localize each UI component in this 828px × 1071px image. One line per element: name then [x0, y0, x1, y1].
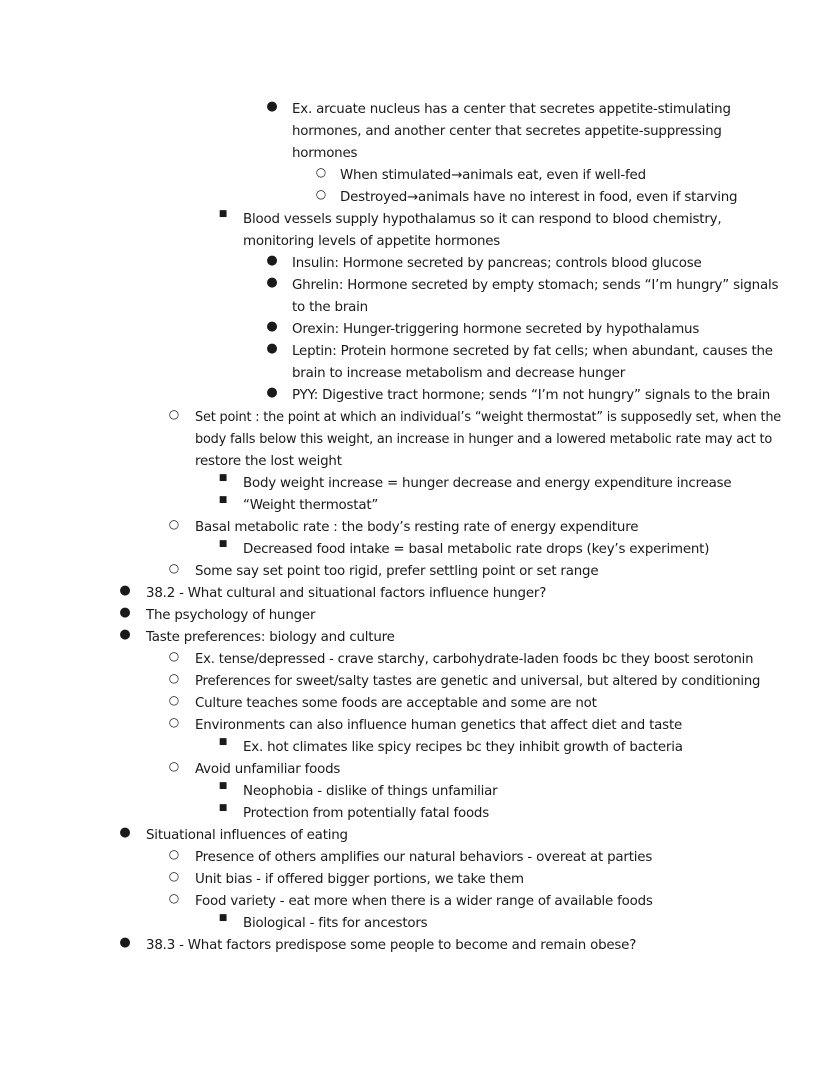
bullet-dot: ● — [119, 583, 131, 598]
note-line: Environments can also influence human genetics that affect diet and taste — [195, 718, 683, 733]
bullet-dot: ● — [266, 253, 278, 268]
note-line: brain to increase metabolism and decrease hunger — [292, 366, 625, 381]
bullet-dot: ● — [266, 99, 278, 114]
note-line: Set point : the point at which an individual’s “weight thermostat” is supposedly set, when the — [195, 410, 782, 425]
note-line: 38.2 - What cultural and situational factors influence hunger? — [146, 586, 547, 601]
bullet-circle: ○ — [168, 715, 180, 729]
note-line: Some say set point too rigid, prefer settling point or set range — [195, 564, 599, 579]
note-line: Blood vessels supply hypothalamus so it can respond to blood chemistry, — [243, 212, 722, 227]
note-line: Food variety - eat more when there is a wider range of available foods — [195, 894, 653, 909]
bullet-dot: ● — [119, 627, 131, 642]
bullet-square: ■ — [218, 913, 228, 923]
note-line: 38.3 - What factors predispose some people to become and remain obese? — [146, 938, 637, 953]
note-line: Situational influences of eating — [146, 828, 348, 843]
note-line: Unit bias - if offered bigger portions, we take them — [195, 872, 524, 887]
note-line: “Weight thermostat” — [243, 498, 379, 513]
bullet-square: ■ — [218, 737, 228, 747]
bullet-circle: ○ — [168, 847, 180, 861]
note-line: Ghrelin: Hormone secreted by empty stomach; sends “I’m hungry” signals — [292, 278, 779, 293]
bullet-dot: ● — [266, 341, 278, 356]
bullet-circle: ○ — [315, 165, 327, 179]
note-line: Neophobia - dislike of things unfamiliar — [243, 784, 498, 799]
bullet-circle: ○ — [168, 759, 180, 773]
bullet-dot: ● — [119, 605, 131, 620]
bullet-dot: ● — [119, 935, 131, 950]
bullet-square: ■ — [218, 803, 228, 813]
bullet-square: ■ — [218, 209, 228, 219]
bullet-dot: ● — [266, 319, 278, 334]
note-line: The psychology of hunger — [146, 608, 316, 623]
note-line: Avoid unfamiliar foods — [195, 762, 341, 777]
note-line: Orexin: Hunger-triggering hormone secreted by hypothalamus — [292, 322, 700, 337]
note-line: Leptin: Protein hormone secreted by fat cells; when abundant, causes the — [292, 344, 773, 359]
note-line: Culture teaches some foods are acceptable and some are not — [195, 696, 597, 711]
bullet-circle: ○ — [168, 517, 180, 531]
note-line: Preferences for sweet/salty tastes are genetic and universal, but altered by conditioning — [195, 674, 761, 689]
bullet-dot: ● — [119, 825, 131, 840]
note-line: body falls below this weight, an increase in hunger and a lowered metabolic rate may act to — [195, 432, 773, 447]
bullet-circle: ○ — [168, 869, 180, 883]
note-line: PYY: Digestive tract hormone; sends “I’m not hungry” signals to the brain — [292, 388, 771, 403]
bullet-circle: ○ — [168, 671, 180, 685]
bullet-square: ■ — [218, 539, 228, 549]
bullet-circle: ○ — [168, 891, 180, 905]
note-line: Ex. tense/depressed - crave starchy, carbohydrate-laden foods bc they boost serotonin — [195, 652, 754, 667]
note-line: Destroyed→animals have no interest in food, even if starving — [340, 190, 738, 205]
bullet-circle: ○ — [315, 187, 327, 201]
note-line: Biological - fits for ancestors — [243, 916, 428, 931]
bullet-dot: ● — [266, 275, 278, 290]
note-line: Ex. arcuate nucleus has a center that secretes appetite-stimulating — [292, 102, 731, 117]
note-line: Protection from potentially fatal foods — [243, 806, 490, 821]
bullet-circle: ○ — [168, 649, 180, 663]
bullet-dot: ● — [266, 385, 278, 400]
note-line: hormones — [292, 146, 358, 161]
bullet-square: ■ — [218, 495, 228, 505]
note-line: Basal metabolic rate : the body’s resting rate of energy expenditure — [195, 520, 639, 535]
note-line: monitoring levels of appetite hormones — [243, 234, 501, 249]
note-line: Decreased food intake = basal metabolic rate drops (key’s experiment) — [243, 542, 710, 557]
bullet-square: ■ — [218, 473, 228, 483]
bullet-circle: ○ — [168, 693, 180, 707]
note-line: Presence of others amplifies our natural behaviors - overeat at parties — [195, 850, 653, 865]
bullet-square: ■ — [218, 781, 228, 791]
note-line: Ex. hot climates like spicy recipes bc they inhibit growth of bacteria — [243, 740, 683, 755]
note-line: to the brain — [292, 300, 368, 315]
note-line: Insulin: Hormone secreted by pancreas; controls blood glucose — [292, 256, 702, 271]
note-line: Taste preferences: biology and culture — [146, 630, 395, 645]
bullet-circle: ○ — [168, 407, 180, 421]
note-line: When stimulated→animals eat, even if well-fed — [340, 168, 646, 183]
note-line: restore the lost weight — [195, 454, 342, 469]
bullet-circle: ○ — [168, 561, 180, 575]
note-line: hormones, and another center that secretes appetite-suppressing — [292, 124, 722, 139]
note-line: Body weight increase = hunger decrease and energy expenditure increase — [243, 476, 732, 491]
